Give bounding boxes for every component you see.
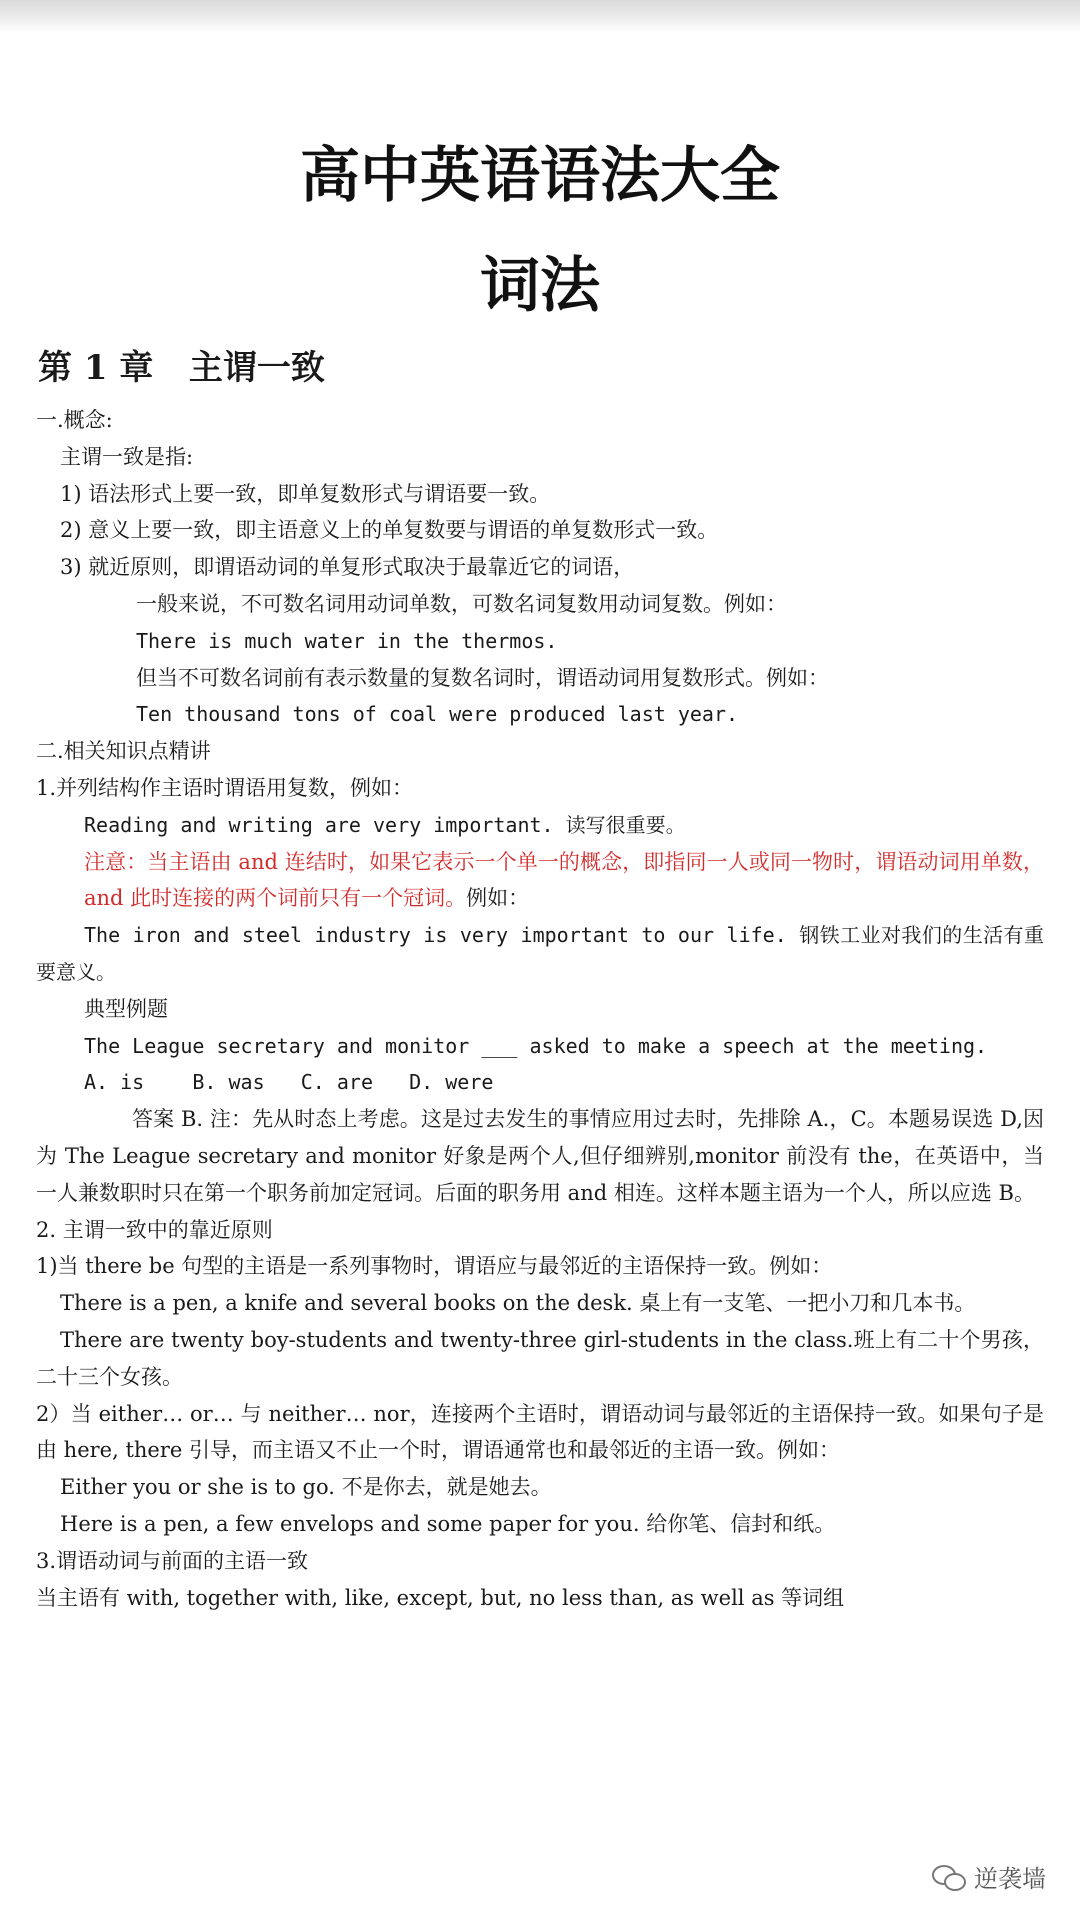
rule-subheading: 2）当 either… or… 与 neither… nor，连接两个主语时，谓语动词与最邻近的主语保持一致。如果句子是由 here, there 引导，而主语又不止一个时，谓语通常也和最邻近的主语一致。例如：: [36, 1401, 1044, 1463]
rule-heading: 3.谓语动词与前面的主语一致: [36, 1548, 309, 1573]
list-item: 2) 意义上要一致，即主语意义上的单复数要与谓语的单复数形式一致。: [60, 518, 719, 543]
watermark-text: 逆袭墙: [974, 1865, 1046, 1893]
example-sentence: The iron and steel industry is very important to our life. 钢铁工业对我们的生活有重要意义。: [36, 923, 1044, 984]
chapter-heading: 第 1 章 主谓一致: [38, 348, 325, 388]
document-title: 高中英语语法大全: [300, 141, 780, 211]
red-note: 注意：当主语由 and 连结时，如果它表示一个单一的概念，即指同一人或同一物时，谓语动词用单数，and 此时连接的两个词前只有一个冠词。: [84, 849, 1044, 911]
rule-heading: 2. 主谓一致中的靠近原则: [36, 1217, 273, 1242]
list-item: 1) 语法形式上要一致，即单复数形式与谓语要一致。: [60, 481, 551, 506]
example-options: A. is B. was C. are D. were: [84, 1070, 494, 1095]
document-subtitle: 词法: [480, 251, 600, 321]
example-sentence: Here is a pen, a few envelops and some paper for you. 给你笔、信封和纸。: [60, 1511, 836, 1536]
note-paragraph: [36, 844, 1044, 918]
wechat-icon: [932, 1863, 966, 1891]
paragraph: 当主语有 with, together with, like, except, but, no less than, as well as 等词组: [36, 1585, 845, 1610]
rule-heading: 1.并列结构作主语时谓语用复数，例如：: [36, 775, 414, 800]
example-question: The League secretary and monitor ___ asked to make a speech at the meeting.: [84, 1033, 988, 1058]
watermark: [932, 1859, 1046, 1894]
example-sentence: There is a pen, a knife and several books on the desk. 桌上有一支笔、一把小刀和几本书。: [60, 1291, 976, 1316]
answer-paragraph: 答案 B. 注：先从时态上考虑。这是过去发生的事情应用过去时，先排除 A.，C。本题易误选 D,因为 The League secretary and monitor 好象是两个人,但仔细辨别,monitor 前没有 the，在英语中，当一人兼数职时只在第一个职务前加定冠词。后面的职务用 and 相连。这样本题主语为一个人，所以应选 B。: [36, 1107, 1044, 1205]
example-sentence: There are twenty boy-students and twenty-three girl-students in the class.班上有二十个男孩，二十三个女孩。: [36, 1327, 1044, 1389]
typical-example-label: 典型例题: [84, 996, 168, 1021]
document-body: [36, 402, 1044, 1616]
paragraph: 一般来说，不可数名词用动词单数，可数名词复数用动词复数。例如：: [136, 591, 787, 616]
paragraph: 主谓一致是指:: [60, 444, 194, 469]
example-sentence: Either you or she is to go. 不是你去，就是她去。: [60, 1475, 552, 1500]
list-item: 3) 就近原则，即谓语动词的单复形式取决于最靠近它的词语，: [60, 555, 635, 580]
section-heading-knowledge: 二.相关知识点精讲: [36, 739, 211, 764]
paragraph: 但当不可数名词前有表示数量的复数名词时，谓语动词用复数形式。例如：: [136, 665, 829, 690]
example-sentence: There is much water in the thermos.: [136, 628, 558, 653]
note-tail: 例如：: [466, 886, 530, 911]
example-sentence: Ten thousand tons of coal were produced last year.: [136, 702, 739, 727]
example-sentence: Reading and writing are very important. 读写很重要。: [84, 812, 686, 837]
section-heading-concept: 一.概念:: [36, 408, 113, 432]
rule-subheading: 1)当 there be 句型的主语是一系列事物时，谓语应与最邻近的主语保持一致。例如：: [36, 1254, 833, 1279]
